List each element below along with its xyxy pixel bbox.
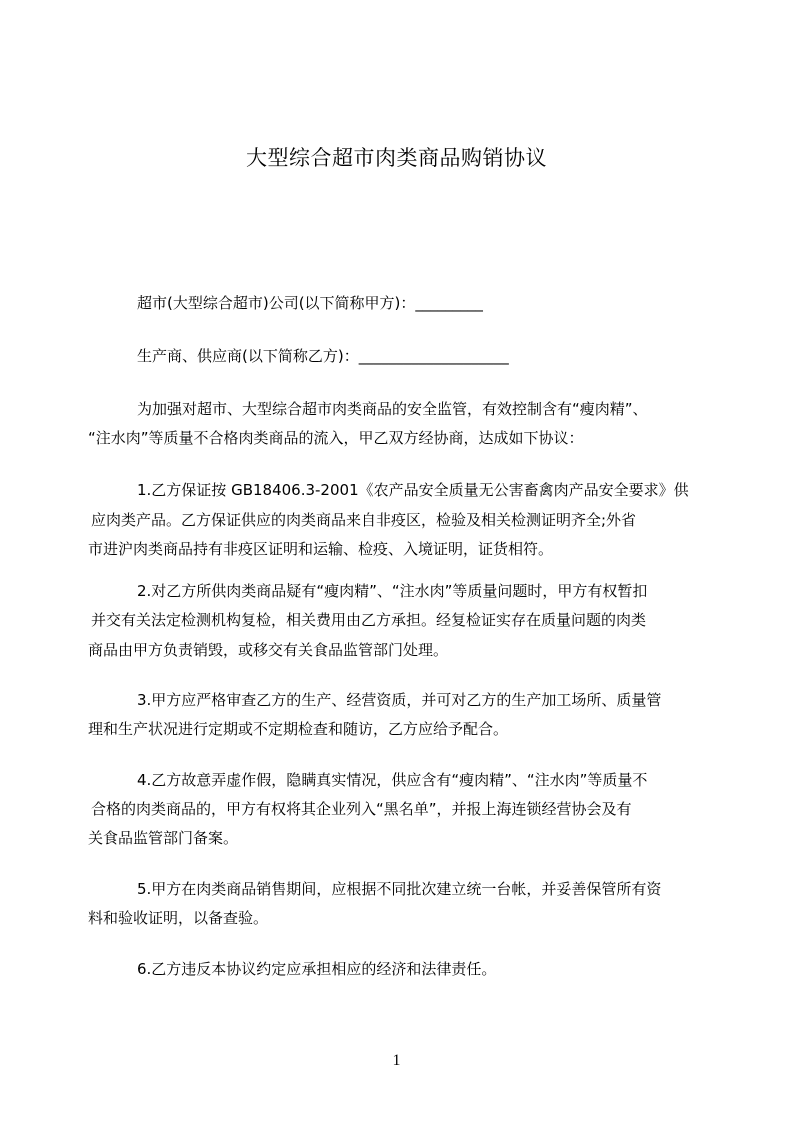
paragraph-line: 2.对乙方所供肉类商品疑有“瘦肉精”、“注水肉”等质量问题时，甲方有权暂扣 (137, 582, 648, 600)
paragraph-line: 4.乙方故意弄虚作假，隐瞒真实情况，供应含有“瘦肉精”、“注水肉”等质量不 (137, 771, 648, 789)
paragraph-line: 应肉类产品。乙方保证供应的肉类商品来自非疫区，检验及相关检测证明齐全;外省 (91, 511, 637, 529)
paragraph-line: 理和生产状况进行定期或不定期检查和随访，乙方应给予配合。 (88, 720, 509, 738)
paragraph-line: 为加强对超市、大型综合超市肉类商品的安全监管，有效控制含有“瘦肉精”、 (137, 400, 648, 418)
party-b-line: 生产商、供应商(以下简称乙方)：____________________ (137, 347, 509, 365)
paragraph-line: 商品由甲方负责销毁，或移交有关食品监管部门处理。 (88, 641, 449, 659)
paragraph-line: 关食品监管部门备案。 (88, 829, 239, 847)
paragraph-line: 并交有关法定检测机构复检，相关费用由乙方承担。经复检证实存在质量问题的肉类 (91, 611, 647, 629)
paragraph-line: 合格的肉类商品的，甲方有权将其企业列入“黑名单”，并报上海连锁经营协会及有 (91, 800, 632, 818)
document-title: 大型综合超市肉类商品购销协议 (246, 146, 547, 170)
paragraph-line: 1.乙方保证按 GB18406.3-2001《农产品安全质量无公害畜禽肉产品安全要求》供 (137, 481, 689, 499)
paragraph-line: “注水肉”等质量不合格肉类商品的流入，甲乙双方经协商，达成如下协议： (88, 429, 584, 447)
paragraph-line: 5.甲方在肉类商品销售期间，应根据不同批次建立统一台帐，并妥善保管所有资 (137, 880, 662, 898)
paragraph-line: 6.乙方违反本协议约定应承担相应的经济和法律责任。 (137, 960, 497, 978)
page-number: 1 (392, 1052, 401, 1069)
paragraph-line: 市进沪肉类商品持有非疫区证明和运输、检疫、入境证明，证货相符。 (88, 540, 554, 558)
party-a-line: 超市(大型综合超市)公司(以下简称甲方)：_________ (137, 294, 483, 312)
paragraph-line: 3.甲方应严格审查乙方的生产、经营资质，并可对乙方的生产加工场所、质量管 (137, 691, 662, 709)
paragraph-line: 料和验收证明，以备查验。 (88, 909, 269, 927)
